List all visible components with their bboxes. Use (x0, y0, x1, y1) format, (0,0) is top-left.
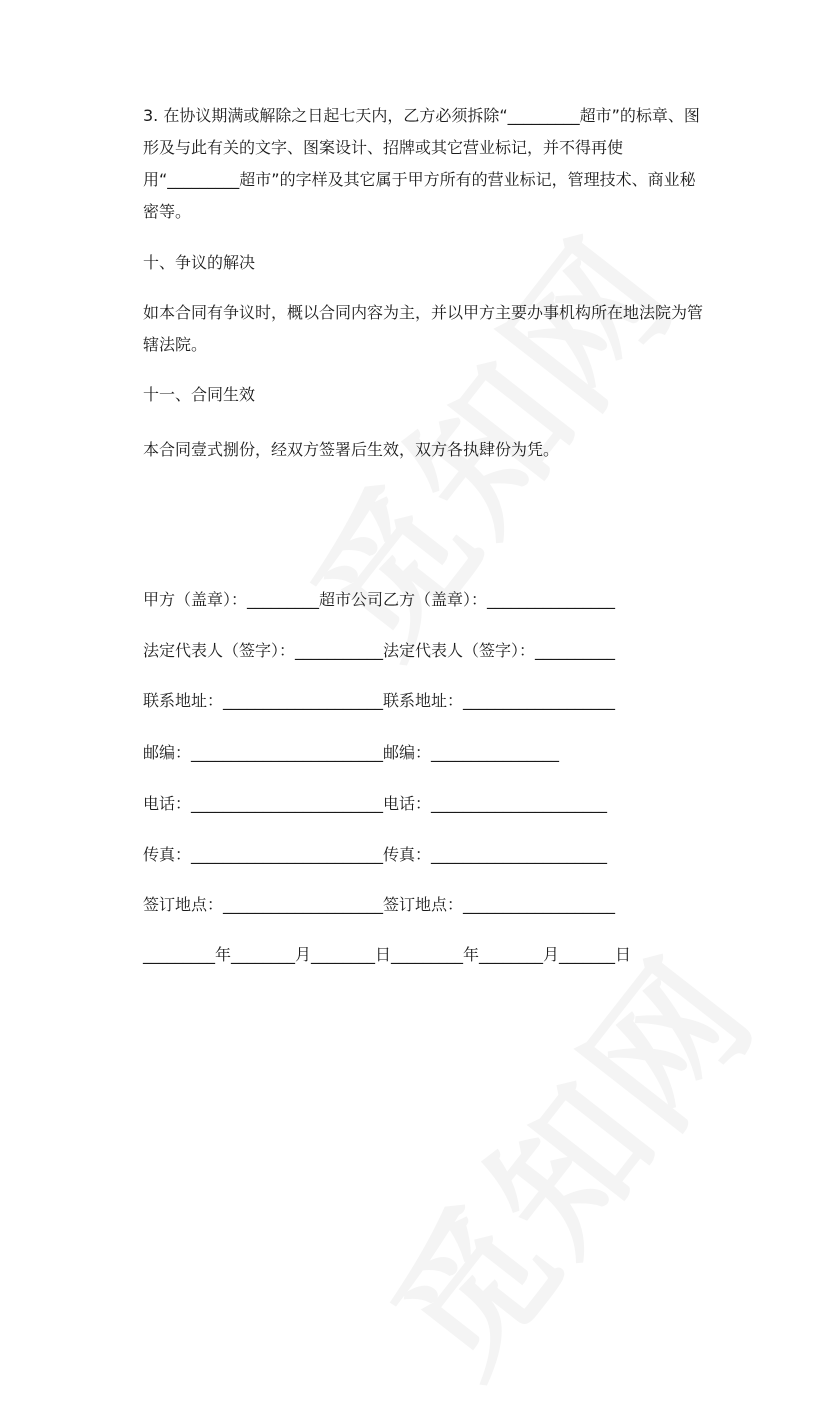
signing-place-line: 签订地点：____________________签订地点：___________________ (143, 895, 616, 914)
postcode-line: 邮编：________________________邮编：________________ (143, 743, 560, 762)
legal-representative-line: 法定代表人（签字）：___________法定代表人（签字）：__________ (143, 641, 616, 660)
date-line: _________年________月________日_________年________月_______日 (143, 945, 632, 964)
seal-line: 甲方（盖章）：_________超市公司乙方（盖章）：________________ (143, 590, 616, 609)
section-11-heading: 十一、合同生效 (143, 385, 256, 404)
section-11-body: 本合同壹式捌份，经双方签署后生效，双方各执肆份为凭。 (143, 440, 560, 459)
section-10-heading: 十、争议的解决 (143, 253, 256, 272)
phone-line: 电话：________________________电话：______________________ (143, 794, 608, 813)
contact-address-line: 联系地址：____________________联系地址：___________________ (143, 691, 616, 710)
watermark-logo (335, 907, 793, 1409)
clause-3-paragraph: 3. 在协议期满或解除之日起七天内，乙方必须拆除“_________超市”的标章、图形及与此有关的文字、图案设计、招牌或其它营业标记，并不得再使用“_________超市”的字样及其它属于甲方所有的营业标记，管理技术、商业秘密等。 (143, 106, 700, 221)
fax-line: 传真：________________________传真：______________________ (143, 845, 608, 864)
section-10-body: 如本合同有争议时，概以合同内容为主，并以甲方主要办事机构所在地法院为管辖法院。 (143, 303, 704, 354)
